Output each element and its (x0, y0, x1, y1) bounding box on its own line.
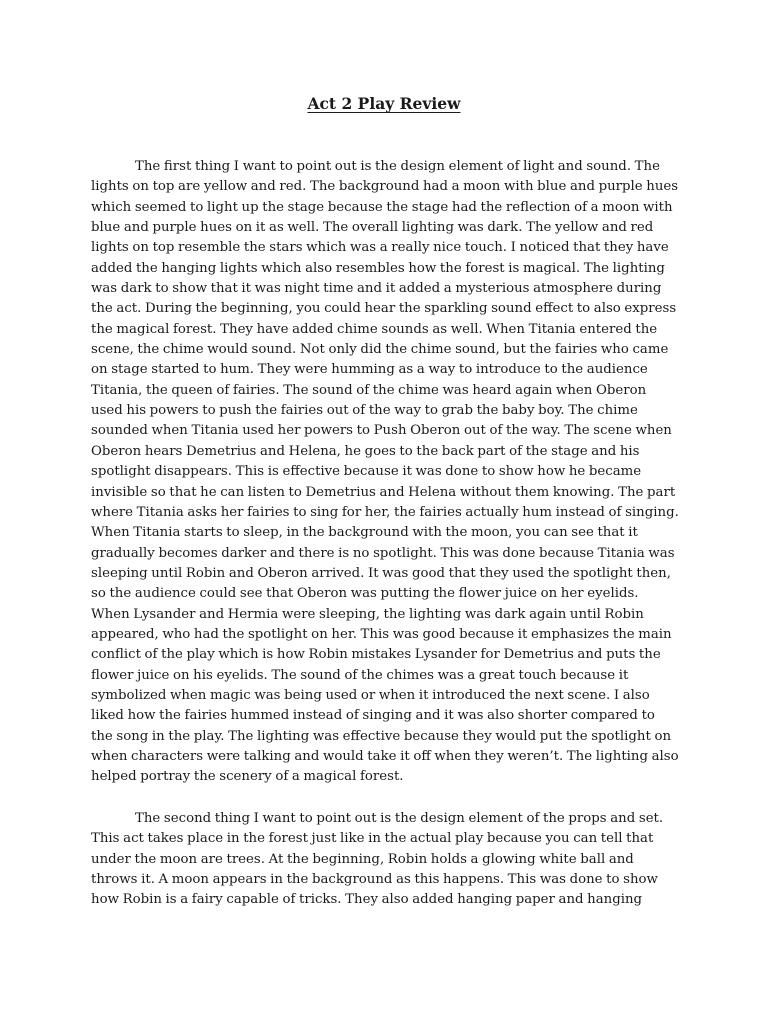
paragraph-light-and-sound: The first thing I want to point out is the design element of light and sound. The lights on top are yellow and red. The background had a moon with blue and purple hues which seemed to light up the stage because the stage had the reflection of a moon with blue and purple hues on it as well. The overall lighting was dark. The yellow and red lights on top resemble the stars which was a really nice touch. I noticed that they have added the hanging lights which also resembles how the forest is magical. The lighting was dark to show that it was night time and it added a mysterious atmosphere during the act. During the beginning, you could hear the sparkling sound effect to also express the magical forest. They have added chime sounds as well. When Titania entered the scene, the chime would sound. Not only did the chime sound, but the fairies who came on stage started to hum. They were humming as a way to introduce to the audience Titania, the queen of fairies. The sound of the chime was heard again when Oberon used his powers to push the fairies out of the way to grab the baby boy. The chime sounded when Titania used her powers to Push Oberon out of the way. The scene when Oberon hears Demetrius and Helena, he goes to the back part of the stage and his spotlight disappears. This is effective because it was done to show how he became invisible so that he can listen to Demetrius and Helena without them knowing. The part where Titania asks her fairies to sing for her, the fairies actually hum instead of singing. When Titania starts to sleep, in the background with the moon, you can see that it gradually becomes darker and there is no spotlight. This was done because Titania was sleeping until Robin and Oberon arrived. It was good that they used the spotlight then, so the audience could see that Oberon was putting the flower juice on her eyelids. When Lysander and Hermia were sleeping, the lighting was dark again until Robin appeared, who had the spotlight on her. This was good because it emphasizes the main conflict of the play which is how Robin mistakes Lysander for Demetrius and puts the flower juice on his eyelids. The sound of the chimes was a great touch because it symbolized when magic was being used or when it introduced the next scene. I also liked how the fairies hummed instead of singing and it was also shorter compared to the song in the play. The lighting was effective because they would put the spotlight on when characters were talking and would take it off when they weren’t. The lighting also helped portray the scenery of a magical forest. (91, 159, 679, 785)
document-title: Act 2 Play Review (307, 94, 461, 113)
paragraph-props-and-set: The second thing I want to point out is the design element of the props and set. This act takes place in the forest just like in the actual play because you can tell that under the moon are trees. At the beginning, Robin holds a glowing white ball and throws it. A moon appears in the background as this happens. This was done to show how Robin is a fairy capable of tricks. They also added hanging paper and hanging (91, 811, 664, 908)
